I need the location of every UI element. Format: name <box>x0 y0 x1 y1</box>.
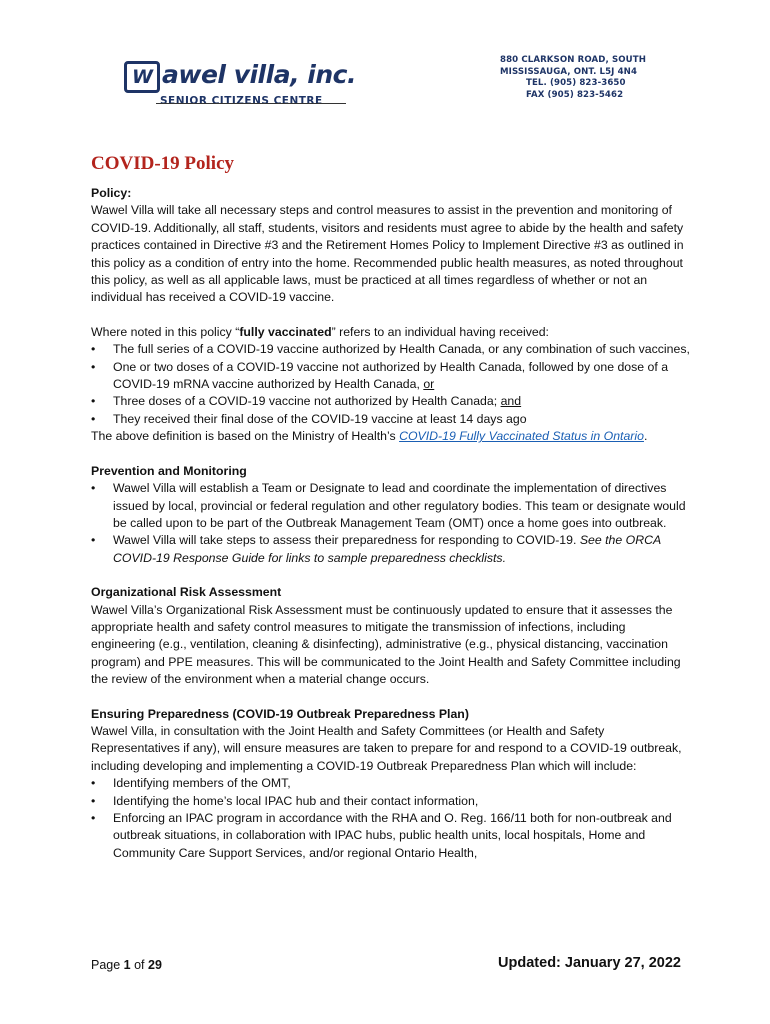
phone-line: TEL. (905) 823-3650 <box>526 78 626 88</box>
fully-vaccinated-intro: Where noted in this policy “fully vaccinated” refers to an individual having received: <box>91 324 549 339</box>
list-item: • The full series of a COVID-19 vaccine authorized by Health Canada, or any combination of such vaccines, <box>91 341 691 358</box>
preparedness-paragraph: Wawel Villa, in consultation with the Joint Health and Safety Committees (or Health and Safety Representatives if any), will ensure measures are taken to prepare for and respond to a COVID-19 outbreak, including developing and implementing a COVID-19 Outbreak Preparedness Plan which will include: <box>91 723 682 773</box>
risk-assessment-heading: Organizational Risk Assessment <box>91 585 282 600</box>
list-item: • They received their final dose of the COVID-19 vaccine at least 14 days ago <box>91 411 691 428</box>
policy-heading: Policy: <box>91 186 132 200</box>
address-line: MISSISSAUGA, ONT. L5J 4N4 <box>500 66 638 77</box>
list-item: • Wawel Villa will take steps to assess their preparedness for responding to COVID-19. See the ORCA COVID-19 Response Guide for links to sample preparedness checklists. <box>91 532 691 567</box>
prevention-heading: Prevention and Monitoring <box>91 463 247 478</box>
list-item: • Identifying members of the OMT, <box>91 775 691 792</box>
preparedness-list <box>91 775 691 862</box>
page-number: Page 1 of 29 <box>91 958 162 972</box>
list-item: • Wawel Villa will establish a Team or Designate to lead and coordinate the implementation of directives issued by local, provincial or federal regulation and other regulatory bodies. This team or designate would be called upon to be part of the Outbreak Management Team (OMT) once a home goes into outbreak. <box>91 480 691 532</box>
logo-underline <box>156 103 346 104</box>
document-body <box>91 151 691 862</box>
address-block <box>500 55 670 101</box>
document-title: COVID-19 Policy <box>91 153 235 174</box>
prevention-list <box>91 480 691 567</box>
ministry-link[interactable]: COVID-19 Fully Vaccinated Status in Ontario <box>399 429 644 444</box>
logo-w-mark: W <box>124 61 160 93</box>
risk-assessment-paragraph: Wawel Villa’s Organizational Risk Assessment must be continuously updated to ensure that it assesses the appropriate health and safety control measures to mitigate the transmission of infections, including engineering (e.g., ventilation, cleaning & disinfecting), administrative (e.g., physical distancing, vaccination program) and PPE measures. This will be communicated to the Joint Health and Safety Committee including the review of the environment when a material change occurs. <box>91 602 681 687</box>
updated-date: Updated: January 27, 2022 <box>498 955 681 971</box>
list-item: • Three doses of a COVID-19 vaccine not authorized by Health Canada; and <box>91 393 691 410</box>
definition-source: The above definition is based on the Ministry of Health’s COVID-19 Fully Vaccinated Status in Ontario. <box>91 429 648 444</box>
company-logo <box>124 60 356 107</box>
logo-subtitle: SENIOR CITIZENS CENTRE <box>160 95 323 107</box>
fully-vaccinated-term: fully vaccinated <box>239 324 332 339</box>
fax-line: FAX (905) 823-5462 <box>526 89 624 100</box>
list-item: • One or two doses of a COVID-19 vaccine not authorized by Health Canada, followed by one dose of a COVID-19 mRNA vaccine authorized by Health Canada, or <box>91 359 691 394</box>
list-item: • Identifying the home’s local IPAC hub and their contact information, <box>91 793 691 810</box>
fully-vaccinated-list <box>91 341 691 428</box>
logo-name: awel villa, inc. <box>162 60 356 89</box>
preparedness-heading: Ensuring Preparedness (COVID-19 Outbreak Preparedness Plan) <box>91 706 469 721</box>
address-line: 880 CLARKSON ROAD, SOUTH <box>500 55 646 65</box>
policy-paragraph: Wawel Villa will take all necessary steps and control measures to assist in the prevention and monitoring of COVID-19. Additionally, all staff, students, visitors and residents must agree to abide by the health and safety practices contained in Directive #3 and the Retirement Homes Policy to Implement Directive #3 as outlined in this policy as a condition of entry into the home. Recommended public health measures, as noted throughout this policy, as well as all applicable laws, must be practiced at all times regardless of whether or not an individual has received a COVID-19 vaccine. <box>91 203 684 305</box>
list-item: • Enforcing an IPAC program in accordance with the RHA and O. Reg. 166/11 both for non-outbreak and outbreak situations, in collaboration with IPAC hubs, public health units, local hospitals, Home and Community Care Support Services, and/or regional Ontario Health, <box>91 810 691 862</box>
